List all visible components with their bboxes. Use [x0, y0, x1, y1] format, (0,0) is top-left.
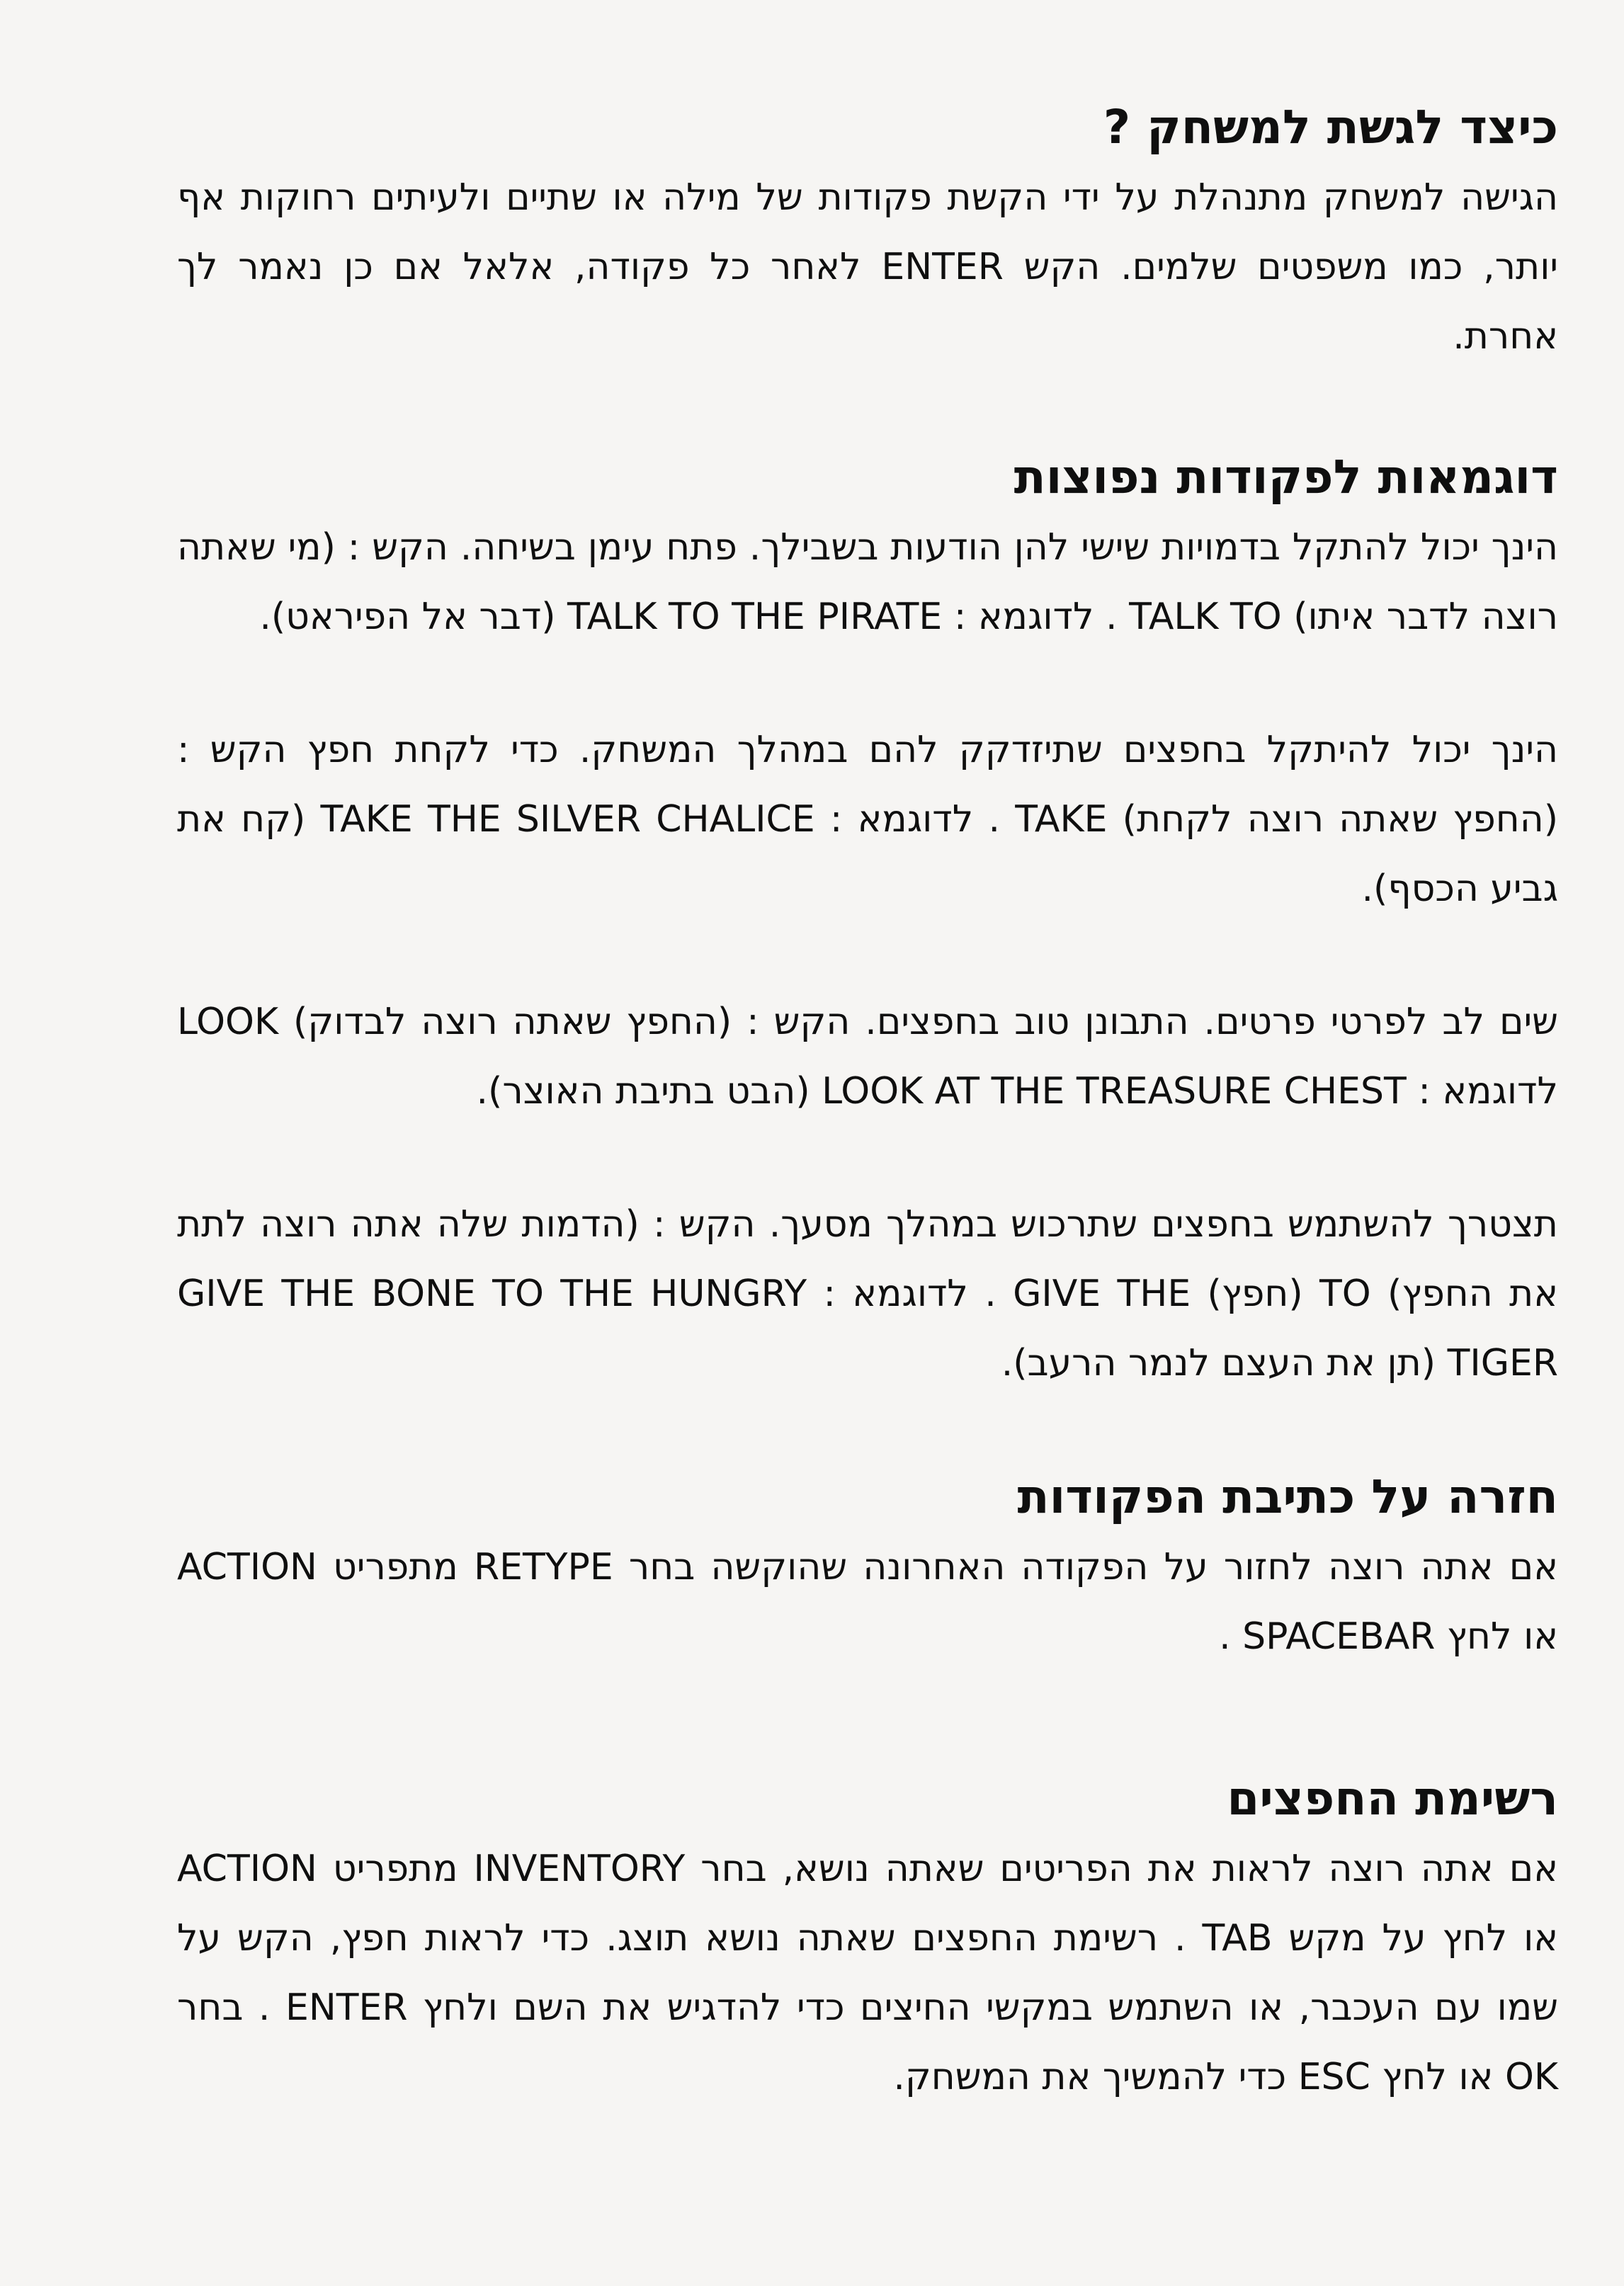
section-heading: כיצד לגשת למשחק ? [1103, 100, 1558, 154]
section-heading: חזרה על כתיבת הפקודות [1017, 1469, 1558, 1524]
section-paragraph: שים לב לפרטי פרטים. התבונן טוב בחפצים. הקש : (החפץ שאתה רוצה לבדוק) LOOK לדוגמא : LOOK AT THE TREASURE CHEST (הבט בתיבת האוצר). [177, 1001, 1558, 1113]
section-paragraph: הינך יכול להתקל בדמויות שישי להן הודעות בשבילך. פתח עימן בשיחה. הקש : (מי שאתה רוצה לדבר איתו) TALK TO . לדוגמא : TALK TO THE PIRATE (דבר אל הפיראט). [177, 526, 1558, 638]
section-paragraph: תצטרך להשתמש בחפצים שתרכוש במהלך מסעך. הקש : (הדמות שלה אתה רוצה לתת את החפץ) TO (חפץ) GIVE THE . לדוגמא : GIVE THE BONE TO THE HUNGRY TIGER (תן את העצם לנמר הרעב). [177, 1203, 1558, 1384]
section-heading: רשימת החפצים [1227, 1771, 1558, 1826]
section-common-commands [177, 442, 1558, 1398]
section-inventory [177, 1763, 1558, 2112]
section-paragraph: הינך יכול להיתקל בחפצים שתיזדקק להם במהלך המשחק. כדי לקחת חפץ הקש : (החפץ שאתה רוצה לקחת) TAKE . לדוגמא : TAKE THE SILVER CHALICE (קח את גביע הכסף). [177, 729, 1558, 910]
section-how-to-play [177, 92, 1558, 371]
manual-page [177, 92, 1558, 2112]
section-paragraph: אם אתה רוצה לראות את הפריטים שאתה נושא, בחר INVENTORY מתפריט ACTION או לחץ על מקש TAB . רשימת החפצים שאתה נושא תוצג. כדי לראות חפץ, הקש על שמו עם העכבר, או השתמש במקשי החיצים כדי להדגיש את השם ולחץ ENTER . בחר OK או לחץ ESC כדי להמשיך את המשחק. [177, 1848, 1559, 2098]
section-paragraph: הגישה למשחק מתנהלת על ידי הקשת פקודות של מילה או שתיים ולעיתים רחוקות אף יותר, כמו משפטים שלמים. הקש ENTER לאחר כל פקודה, אלאל אם כן נאמר לך אחרת. [177, 176, 1558, 358]
section-heading: דוגמאות לפקודות נפוצות [1013, 450, 1558, 504]
section-retype [177, 1462, 1558, 1671]
section-paragraph: אם אתה רוצה לחזור על הפקודה האחרונה שהוקשה בחר RETYPE מתפריט ACTION או לחץ SPACEBAR . [177, 1546, 1558, 1658]
